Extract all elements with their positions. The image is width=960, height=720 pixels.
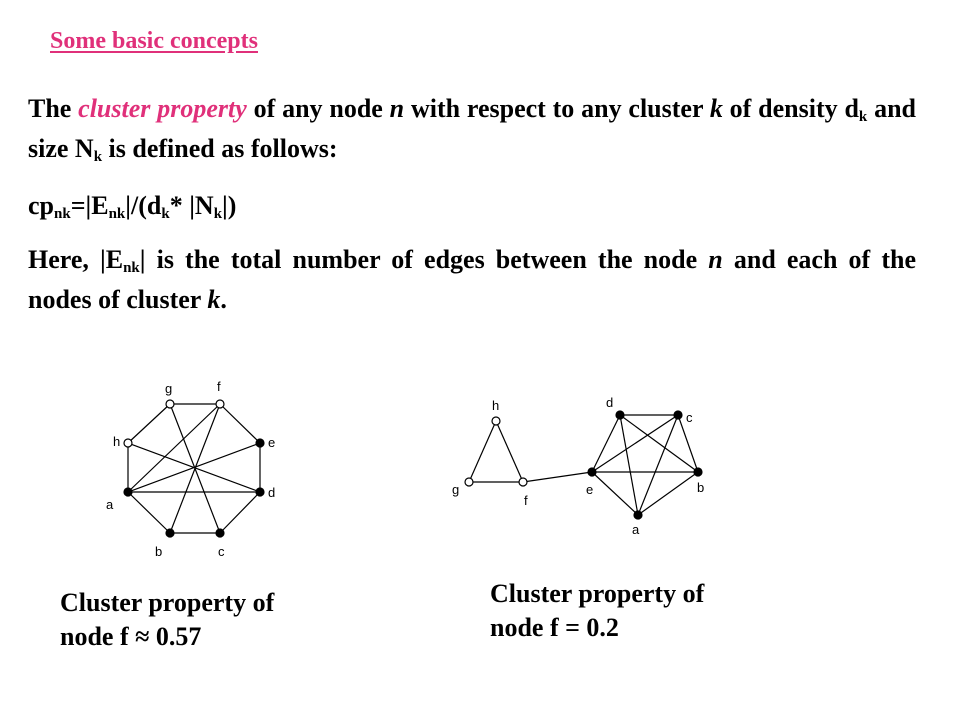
- graph-2-nodes: [465, 411, 705, 519]
- label-b2: b: [697, 480, 705, 495]
- node-h2: [492, 417, 500, 425]
- graph-1-caption-line2: node f ≈ 0.57: [60, 622, 202, 651]
- graph-1-caption: [60, 586, 274, 654]
- edge-f-e: [220, 404, 260, 443]
- graph-2-caption-line2: node f = 0.2: [490, 613, 619, 642]
- edge-c-e2: [592, 415, 678, 472]
- node-e2: [588, 468, 596, 476]
- label-d2: d: [606, 395, 614, 410]
- graph-2-labels: [452, 395, 704, 537]
- label-e2: e: [586, 482, 594, 497]
- node-b2: [694, 468, 702, 476]
- label-h2: h: [492, 398, 500, 413]
- node-c2: [674, 411, 682, 419]
- label-c2: c: [686, 410, 693, 425]
- cluster-property-term: cluster property: [78, 94, 247, 123]
- label-a: a: [106, 497, 114, 512]
- edge-f-e2: [523, 472, 592, 482]
- graph-1-caption-line1: Cluster property of: [60, 588, 275, 617]
- edge-h-g: [128, 404, 170, 443]
- label-b: b: [155, 544, 163, 559]
- label-g2: g: [452, 482, 460, 497]
- node-d2: [616, 411, 624, 419]
- edge-h-g2: [469, 421, 496, 482]
- graph-1: [128, 404, 260, 533]
- node-f2: [519, 478, 527, 486]
- edge-b-a: [128, 492, 170, 533]
- label-g: g: [165, 381, 173, 396]
- node-g: [166, 400, 174, 408]
- graph-2-caption: [490, 577, 704, 645]
- graph-2: [469, 415, 698, 515]
- node-g2: [465, 478, 473, 486]
- label-h: h: [113, 434, 121, 449]
- node-h: [124, 439, 132, 447]
- node-e: [256, 439, 264, 447]
- node-a: [124, 488, 132, 496]
- graph-2-caption-line1: Cluster property of: [490, 579, 705, 608]
- node-f: [216, 400, 224, 408]
- edge-d-c: [220, 492, 260, 533]
- node-c: [216, 529, 224, 537]
- label-d: d: [268, 485, 276, 500]
- label-c: c: [218, 544, 225, 559]
- formula: $cp_{nk}=|E_{nk}|/(d_k*$ $|N_k|$): [28, 191, 237, 222]
- graph-1-nodes: [124, 400, 264, 537]
- explanation-paragraph: Here, $|E_{nk}|$ is the total number of edges between the node n and each of the nodes of cluster k.: [28, 245, 916, 314]
- node-d: [256, 488, 264, 496]
- label-e: e: [268, 435, 276, 450]
- node-b: [166, 529, 174, 537]
- page-title: Some basic concepts: [50, 28, 258, 54]
- edge-h-f2: [496, 421, 523, 482]
- node-a2: [634, 511, 642, 519]
- edge-d-e2: [592, 415, 620, 472]
- label-f: f: [217, 379, 221, 394]
- label-a2: a: [632, 522, 640, 537]
- definition-paragraph: The cluster property of any node n with respect to any cluster k of density $d_k$ and size $N_k$ is defined as follows:: [28, 94, 917, 165]
- label-f2: f: [524, 493, 528, 508]
